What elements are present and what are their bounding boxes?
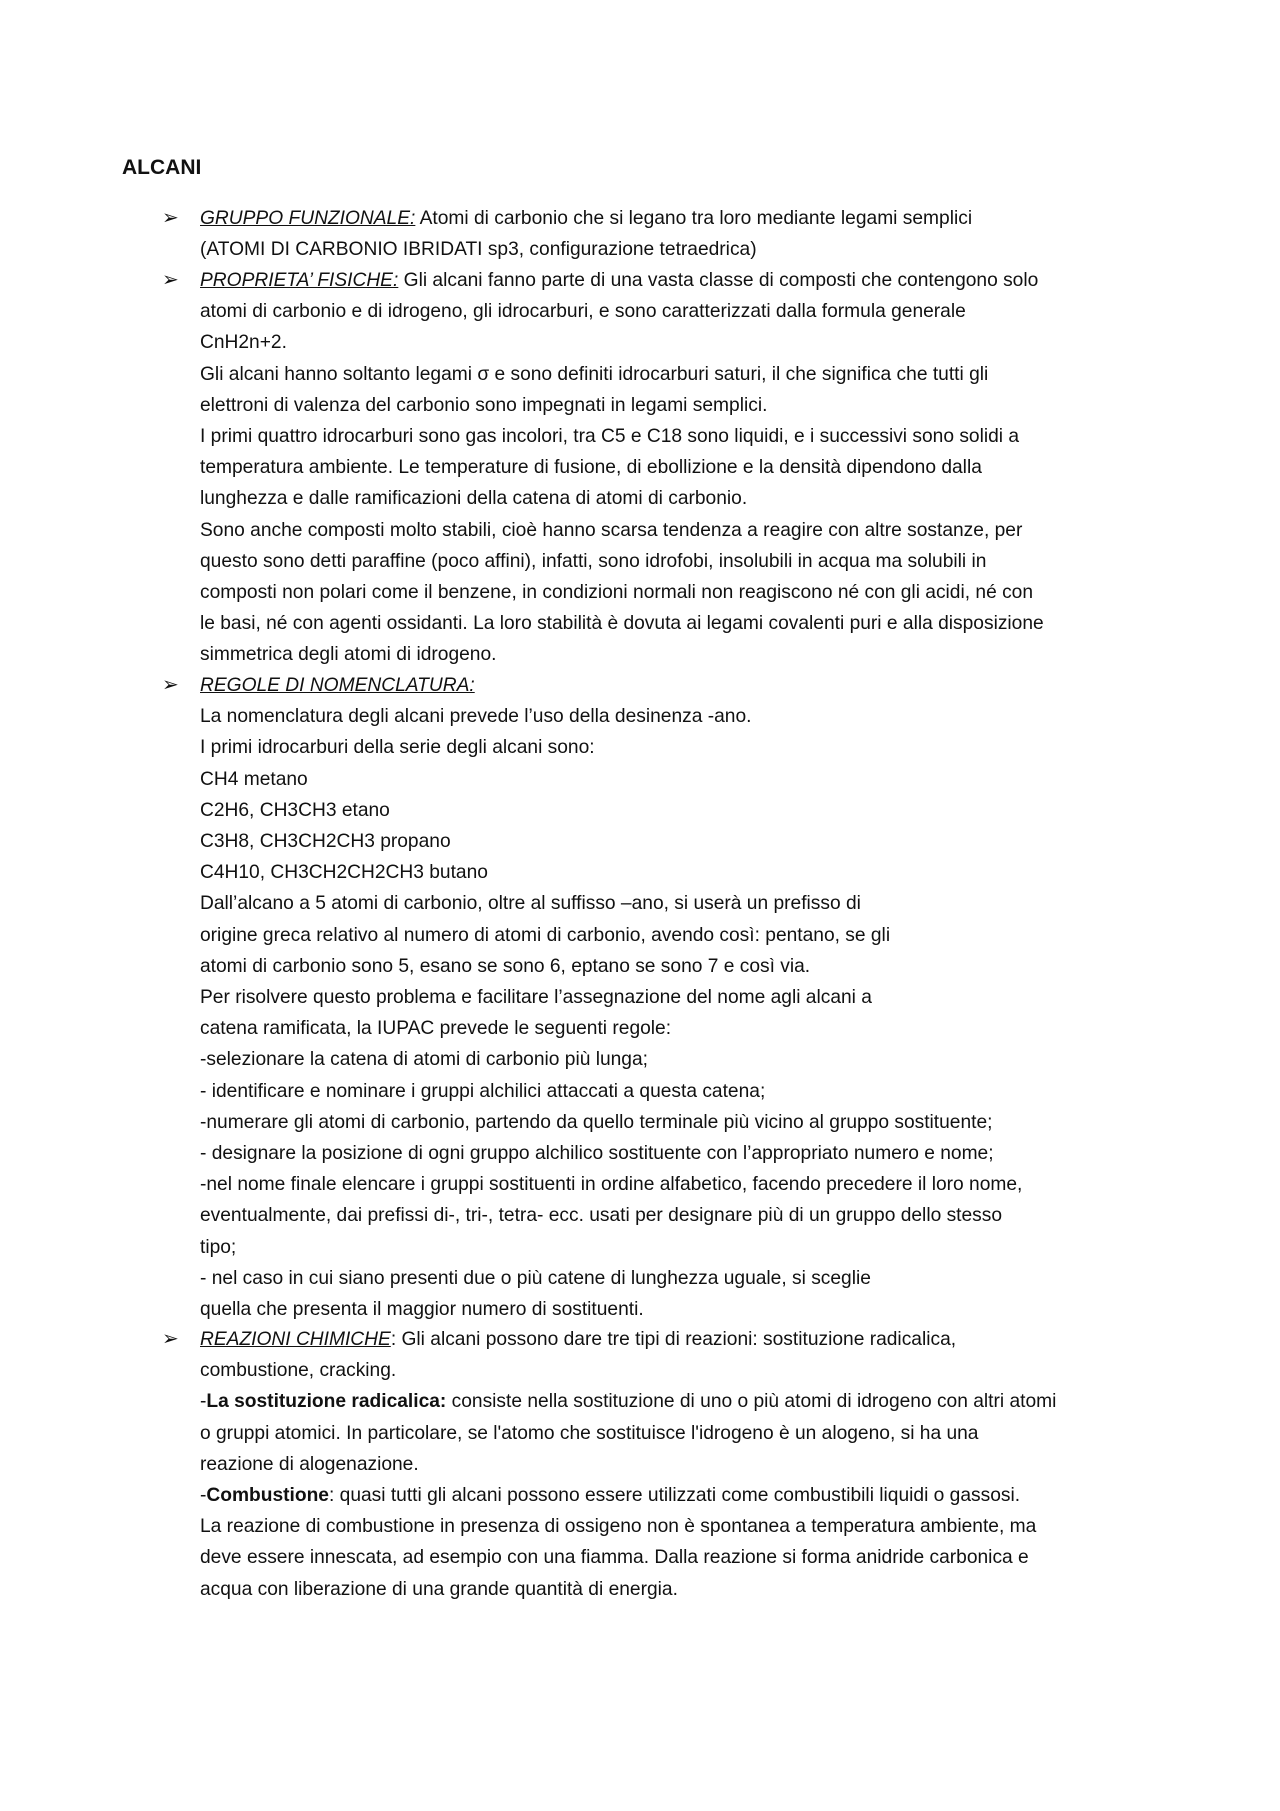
text-line: - nel caso in cui siano presenti due o più catene di lunghezza uguale, si sceglie (200, 1267, 871, 1289)
section-heading: PROPRIETA’ FISICHE: (200, 270, 399, 291)
text-line: Sono anche composti molto stabili, cioè hanno scarsa tendenza a reagire con altre sostanze, per (200, 519, 1023, 541)
text-line: C2H6, CH3CH3 etano (200, 799, 390, 821)
text-line: questo sono detti paraffine (poco affini), infatti, sono idrofobi, insolubili in acqua ma solubili in (200, 550, 987, 572)
text-line: deve essere innescata, ad esempio con una fiamma. Dalla reazione si forma anidride carbonica e (200, 1547, 1029, 1569)
text-line: : Gli alcani possono dare tre tipi di reazioni: sostituzione radicalica, (390, 1329, 957, 1350)
text-line: (ATOMI DI CARBONIO IBRIDATI sp3, configurazione tetraedrica) (200, 239, 757, 261)
section-proprieta-fisiche (200, 265, 1190, 671)
section-heading: REAZIONI CHIMICHE (200, 1329, 391, 1350)
bullet-arrow-icon: ➢ (162, 269, 179, 291)
section-heading: REGOLE DI NOMENCLATURA: (200, 675, 475, 696)
text-line: La nomenclatura degli alcani prevede l’uso della desinenza -ano. (200, 706, 752, 728)
text-line: combustione, cracking. (200, 1360, 397, 1382)
text-line: C4H10, CH3CH2CH2CH3 butano (200, 862, 488, 884)
text-line: atomi di carbonio e di idrogeno, gli idrocarburi, e sono caratterizzati dalla formula generale (200, 301, 966, 323)
text-line: lunghezza e dalle ramificazioni della catena di atomi di carbonio. (200, 488, 748, 510)
page-title: ALCANI (122, 156, 202, 179)
text-line: Dall’alcano a 5 atomi di carbonio, oltre al suffisso –ano, si userà un prefisso di (200, 893, 861, 915)
text-line: acqua con liberazione di una grande quantità di energia. (200, 1578, 678, 1600)
text-line: -numerare gli atomi di carbonio, partendo da quello terminale più vicino al gruppo sostituente; (200, 1111, 993, 1133)
bullet-arrow-icon: ➢ (162, 674, 179, 696)
section-reazioni-chimiche (200, 1324, 1190, 1605)
text-line: elettroni di valenza del carbonio sono impegnati in legami semplici. (200, 394, 768, 416)
text-line: Gli alcani hanno soltanto legami σ e sono definiti idrocarburi saturi, il che significa che tutti gli (200, 363, 989, 385)
section-regole-nomenclatura (200, 670, 1190, 1325)
text-line: Atomi di carbonio che si legano tra loro mediante legami semplici (415, 208, 973, 229)
text-line: - designare la posizione di ogni gruppo alchilico sostituente con l’appropriato numero e nome; (200, 1143, 994, 1165)
text-line: CnH2n+2. (200, 332, 287, 354)
text-line: -selezionare la catena di atomi di carbonio più lunga; (200, 1049, 648, 1071)
dash: - (200, 1391, 207, 1413)
subheading-combustione: Combustione (206, 1485, 329, 1507)
section-heading: GRUPPO FUNZIONALE: (200, 208, 416, 229)
bullet-arrow-icon: ➢ (162, 207, 179, 229)
text-line: temperatura ambiente. Le temperature di fusione, di ebollizione e la densità dipendono dalla (200, 457, 982, 479)
bullet-arrow-icon: ➢ (162, 1328, 179, 1350)
text-line: quella che presenta il maggior numero di sostituenti. (200, 1299, 644, 1321)
text-line: Gli alcani fanno parte di una vasta classe di composti che contengono solo (398, 270, 1039, 291)
subheading-sostituzione: La sostituzione radicalica: (206, 1391, 447, 1413)
text-line: -nel nome finale elencare i gruppi sostituenti in ordine alfabetico, facendo precedere il loro nome, (200, 1174, 1023, 1196)
section-gruppo-funzionale (200, 203, 1190, 265)
text-line: origine greca relativo al numero di atomi di carbonio, avendo così: pentano, se gli (200, 924, 891, 946)
text-line: simmetrica degli atomi di idrogeno. (200, 644, 497, 666)
text-line: CH4 metano (200, 768, 308, 790)
text-line: consiste nella sostituzione di uno o più atomi di idrogeno con altri atomi (446, 1391, 1057, 1413)
text-line: C3H8, CH3CH2CH3 propano (200, 831, 451, 853)
text-line: composti non polari come il benzene, in condizioni normali non reagiscono né con gli acidi, né con (200, 582, 1034, 604)
text-line: I primi idrocarburi della serie degli alcani sono: (200, 737, 595, 759)
text-line: le basi, né con agenti ossidanti. La loro stabilità è dovuta ai legami covalenti puri e alla disposizione (200, 613, 1044, 635)
text-line: I primi quattro idrocarburi sono gas incolori, tra C5 e C18 sono liquidi, e i successivi sono solidi a (200, 426, 1020, 448)
text-line: tipo; (200, 1236, 237, 1258)
text-line: Per risolvere questo problema e facilitare l’assegnazione del nome agli alcani a (200, 987, 872, 1009)
text-line: - identificare e nominare i gruppi alchilici attaccati a questa catena; (200, 1080, 766, 1102)
text-line: o gruppi atomici. In particolare, se l'atomo che sostituisce l'idrogeno è un alogeno, si ha una (200, 1422, 979, 1444)
text-line: La reazione di combustione in presenza di ossigeno non è spontanea a temperatura ambiente, ma (200, 1516, 1037, 1538)
text-line: catena ramificata, la IUPAC prevede le seguenti regole: (200, 1018, 672, 1040)
text-line: : quasi tutti gli alcani possono essere utilizzati come combustibili liquidi o gassosi. (328, 1485, 1021, 1507)
text-line: eventualmente, dai prefissi di-, tri-, tetra- ecc. usati per designare più di un gruppo dello stesso (200, 1205, 1003, 1227)
text-line: atomi di carbonio sono 5, esano se sono 6, eptano se sono 7 e così via. (200, 955, 811, 977)
dash: - (200, 1485, 207, 1507)
text-line: reazione di alogenazione. (200, 1453, 419, 1475)
